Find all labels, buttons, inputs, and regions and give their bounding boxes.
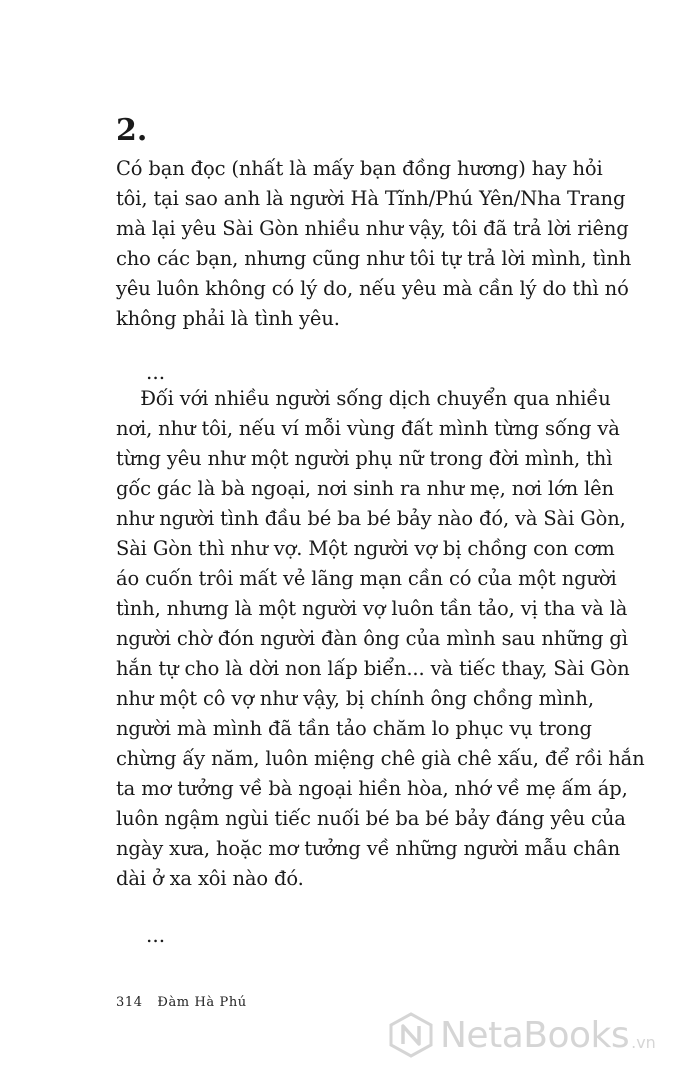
watermark-brand: NetaBooks (440, 1014, 630, 1056)
text-line: từng yêu như một người phụ nữ trong đời mình, thì (116, 447, 613, 470)
text-line: người chờ đón người đàn ông của mình sau những gì (116, 627, 628, 650)
author-name: Đàm Hà Phú (157, 995, 247, 1010)
text-line: Có bạn đọc (nhất là mấy bạn đồng hương) hay hỏi (116, 157, 603, 180)
text-line: mà lại yêu Sài Gòn nhiều như vậy, tôi đã trả lời riêng (116, 217, 629, 240)
text-line: hắn tự cho là dời non lấp biển... và tiếc thay, Sài Gòn (116, 657, 630, 680)
text-line: dài ở xa xôi nào đó. (116, 867, 304, 890)
section-ellipsis: ... (146, 923, 166, 947)
text-line: áo cuốn trôi mất vẻ lãng mạn cần có của một người (116, 567, 617, 590)
text-line: ta mơ tưởng về bà ngoại hiền hòa, nhớ về mẹ ấm áp, (116, 777, 628, 800)
text-line: yêu luôn không có lý do, nếu yêu mà cần lý do thì nó (116, 277, 629, 300)
watermark-suffix: .vn (631, 1032, 656, 1052)
text-line: tình, nhưng là một người vợ luôn tần tảo, vị tha và là (116, 597, 628, 620)
section-ellipsis: ... (146, 360, 166, 384)
page-footer (116, 995, 247, 1010)
text-line: Đối với nhiều người sống dịch chuyển qua nhiều (116, 387, 611, 410)
page-number: 314 (116, 995, 143, 1010)
text-line: tôi, tại sao anh là người Hà Tĩnh/Phú Yên/Nha Trang (116, 187, 626, 210)
text-line: như người tình đầu bé ba bé bảy nào đó, và Sài Gòn, (116, 507, 626, 530)
text-line: cho các bạn, nhưng cũng như tôi tự trả lời mình, tình (116, 247, 632, 270)
watermark (388, 1012, 656, 1058)
netabooks-logo-icon (388, 1012, 434, 1058)
paragraph-1 (116, 154, 632, 334)
text-line: gốc gác là bà ngoại, nơi sinh ra như mẹ, nơi lớn lên (116, 477, 614, 500)
chapter-number: 2. (116, 113, 148, 148)
text-line: ngày xưa, hoặc mơ tưởng về những người mẫu chân (116, 837, 621, 860)
text-line: như một cô vợ như vậy, bị chính ông chồng mình, (116, 687, 594, 710)
text-line: Sài Gòn thì như vợ. Một người vợ bị chồng con cơm (116, 537, 615, 560)
text-line: chừng ấy năm, luôn miệng chê già chê xấu, để rồi hắn (116, 747, 645, 770)
paragraph-2 (116, 384, 645, 894)
text-line: người mà mình đã tần tảo chăm lo phục vụ trong (116, 717, 592, 740)
text-line: luôn ngậm ngùi tiếc nuối bé ba bé bảy đáng yêu của (116, 807, 626, 830)
text-line: nơi, như tôi, nếu ví mỗi vùng đất mình từng sống và (116, 417, 620, 440)
text-line: không phải là tình yêu. (116, 307, 340, 330)
